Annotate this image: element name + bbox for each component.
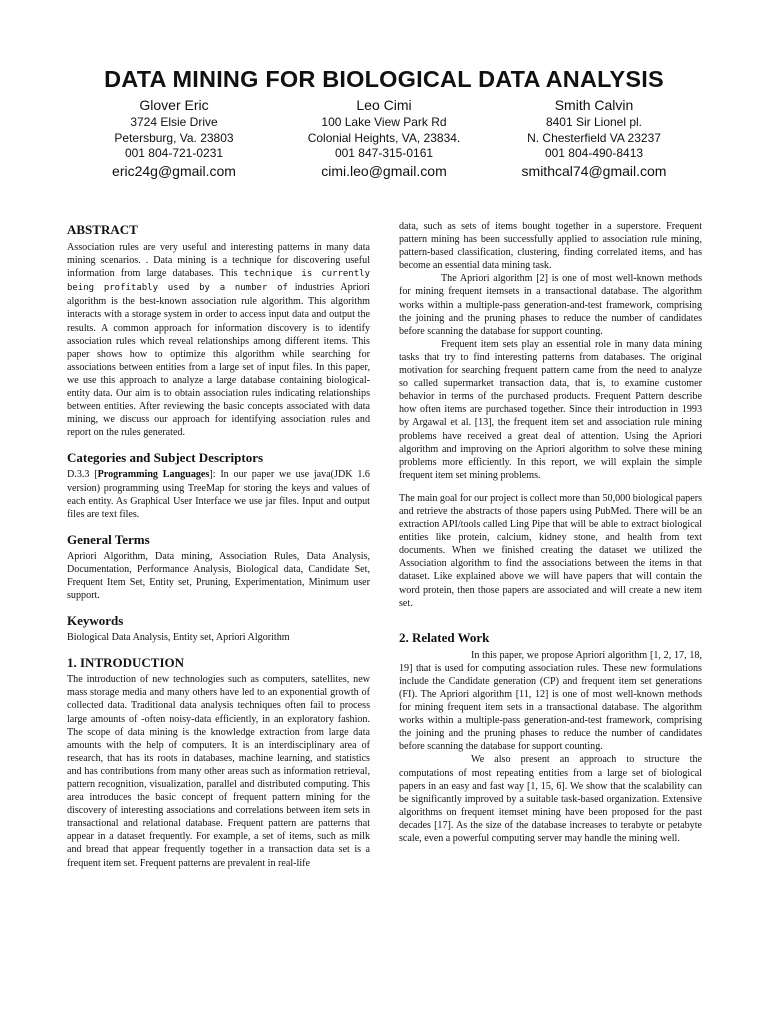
abstract-text	[67, 241, 370, 439]
keywords-heading: Keywords	[67, 613, 124, 629]
author-email: cimi.leo@gmail.com	[321, 162, 447, 179]
author-address-line1: 100 Lake View Park Rd	[321, 115, 447, 129]
paper-title: DATA MINING FOR BIOLOGICAL DATA ANALYSIS	[104, 66, 664, 92]
general-terms-heading: General Terms	[67, 531, 150, 547]
abstract-text-mono: technique is currently being profitably used by a number of	[67, 269, 370, 294]
author-card	[264, 96, 504, 180]
categories-text	[67, 468, 370, 520]
author-address-line1: 3724 Elsie Drive	[130, 115, 218, 129]
related-work-paragraph-1: In this paper, we propose Apriori algorithm [1, 2, 17, 18, 19] that is used for computing association rules. These new formulations include the Candidate generation (CP) and frequent item set generations (FI). The Apriori algorithm [11, 12] is one of most well-known methods for mining frequent item sets in a transactional database. The algorithm works within a multiple-pass generation-and-test framework, comprising the joining and the pruning phases to reduce the number of candidates before scanning the database for support counting.	[399, 649, 702, 753]
author-card	[474, 96, 714, 180]
paragraph-gap	[399, 482, 702, 492]
abstract-text-part2: industries Apriori algorithm is the best-known association rule algorithm. This algorithm interacts with a storage system in order to access input data and output the results. A common approach for information discovery is to identify association rules which reveal relationships among different items. This paper shows how to optimize this algorithm while searching for associations between entities from a large set of input files. In this paper, we use this approach to analyze a large database containing biological-entity data. Our aim is to obtain association rules indicating relationships between entities. After reviewing the basic concepts associated with data mining, we discuss our approach for identifying association rules and report on the rules generated.	[67, 282, 370, 439]
author-name: Glover Eric	[139, 97, 209, 113]
introduction-text: The introduction of new technologies such as computers, satellites, new mass storage media and many others have led to an exponential growth of collected data. Traditional data analysis techniques often fail to process large amounts of -often noisy-data efficiently, in an exploratory fashion. The scope of data mining is the knowledge extraction from large data amounts with the help of computers. It is an interdisciplinary area of research, that has its roots in databases, machine learning, and statistics and has contributions from many other areas such as information retrieval, pattern recognition, visualization, parallel and distributed computing. This area introduces the basic concept of frequent pattern mining for the discovery of interesting associations and correlations between item sets in transactional and relational database. Frequent pattern are patterns that appear in a dataset frequently. For example, a set of items, such as milk and bread that appear frequently together in a transaction data set is a frequent item set. Frequent patterns are prevalent in real-life	[67, 674, 370, 869]
categories-rest: ]: In our paper we use java(JDK 1.6 version) programming using TreeMap for storing the keys and values of each entity. As Graphical User Interface we use jar files. Input and output files are text files.	[67, 469, 370, 520]
abstract-heading: ABSTRACT	[67, 222, 138, 237]
keywords-text: Biological Data Analysis, Entity set, Apriori Algorithm	[67, 632, 290, 644]
introduction-heading: 1. INTRODUCTION	[67, 655, 185, 671]
right-paragraph-4: The main goal for our project is collect more than 50,000 biological papers and retrieve the abstracts of those papers using PubMed. There will be an extraction API/tools called Ling Pipe that will be able to extract biological entities like protein, calcium, kidney stone, and health from text documents. When we finished creating the dataset we utilized the Association algorithm to find the associations between the items in that dataset. Like explained above we will have papers that will contain the word protein, then those papers are associated and will create a new item set.	[399, 492, 702, 609]
author-address-line2: N. Chesterfield VA 23237	[527, 130, 661, 145]
abstract-text-part1: Association rules are very useful and interesting patterns in many data mining scenarios. . Data mining is a technique for discovering useful information from large databases. This	[67, 242, 370, 280]
categories-bold: Programming Languages	[97, 469, 210, 481]
right-paragraph-2: The Apriori algorithm [2] is one of most well-known methods for mining frequent itemsets in a transactional database. The algorithm works within a multiple-pass generation-and-test framework, comprising the joining and the pruning phases to reduce the number of candidates before scanning the database for support counting.	[399, 273, 702, 337]
author-email: smithcal74@gmail.com	[521, 162, 667, 179]
right-column	[399, 220, 702, 845]
right-paragraph-3: Frequent item sets play an essential role in many data mining tasks that try to find interesting patterns from databases. The original motivation for searching frequent pattern came from the need to analyze so called supermarket transaction data, that is, to examine customer behavior in terms of the purchased products. Frequent Pattern describe how often items are purchased together. Since their introduction in 1993 by Argawal et al. [13], the frequent item set and association rule mining problems have received a great deal of attention. Using the Apriori algorithm and improving on the Apriori algorithm to solve these mining problems more efficiently. In this report, we will explain the simple frequent item set mining problems.	[399, 338, 702, 481]
author-name: Smith Calvin	[554, 97, 634, 113]
author-address-line1: 8401 Sir Lionel pl.	[545, 115, 643, 129]
related-work-paragraph-2: We also present an approach to structure the computations of most repeating entities from a large set of biological papers in an easy and fast way [1, 15, 6]. We show that the scalability can be significantly improved by a suitable task-based organization. Extensive algorithms on frequent itemset mining have been proposed for the past decades [17]. As the size of the database increases to terabyte or petabyte scale, even a powerful computing server may handle the mining well.	[399, 754, 702, 845]
related-work-heading: 2. Related Work	[399, 629, 490, 645]
general-terms-text: Apriori Algorithm, Data mining, Association Rules, Data Analysis, Documentation, Performance Analysis, Biological data, Candidate Set, Frequent Item Set, Entity set, Pruning, Experimentation, Minimum user support.	[67, 550, 370, 602]
author-card	[54, 96, 294, 180]
author-email: eric24g@gmail.com	[112, 162, 236, 179]
right-paragraph-1: data, such as sets of items bought together in a superstore. Frequent pattern mining has been successfully applied to association rule mining, pattern-based classification, clustering, finding correlated items, and has become an essential data mining task.	[399, 221, 702, 272]
author-address-line2: Colonial Heights, VA, 23834.	[307, 130, 461, 145]
author-phone: 001 847-315-0161	[334, 146, 434, 160]
author-phone: 001 804-490-8413	[544, 146, 644, 160]
categories-heading: Categories and Subject Descriptors	[67, 450, 264, 466]
author-name: Leo Cimi	[356, 97, 412, 113]
categories-prefix: D.3.3 [	[67, 469, 98, 481]
author-phone: 001 804-721-0231	[124, 146, 224, 160]
author-address-line2: Petersburg, Va. 23803	[114, 130, 234, 145]
left-column	[67, 216, 370, 870]
